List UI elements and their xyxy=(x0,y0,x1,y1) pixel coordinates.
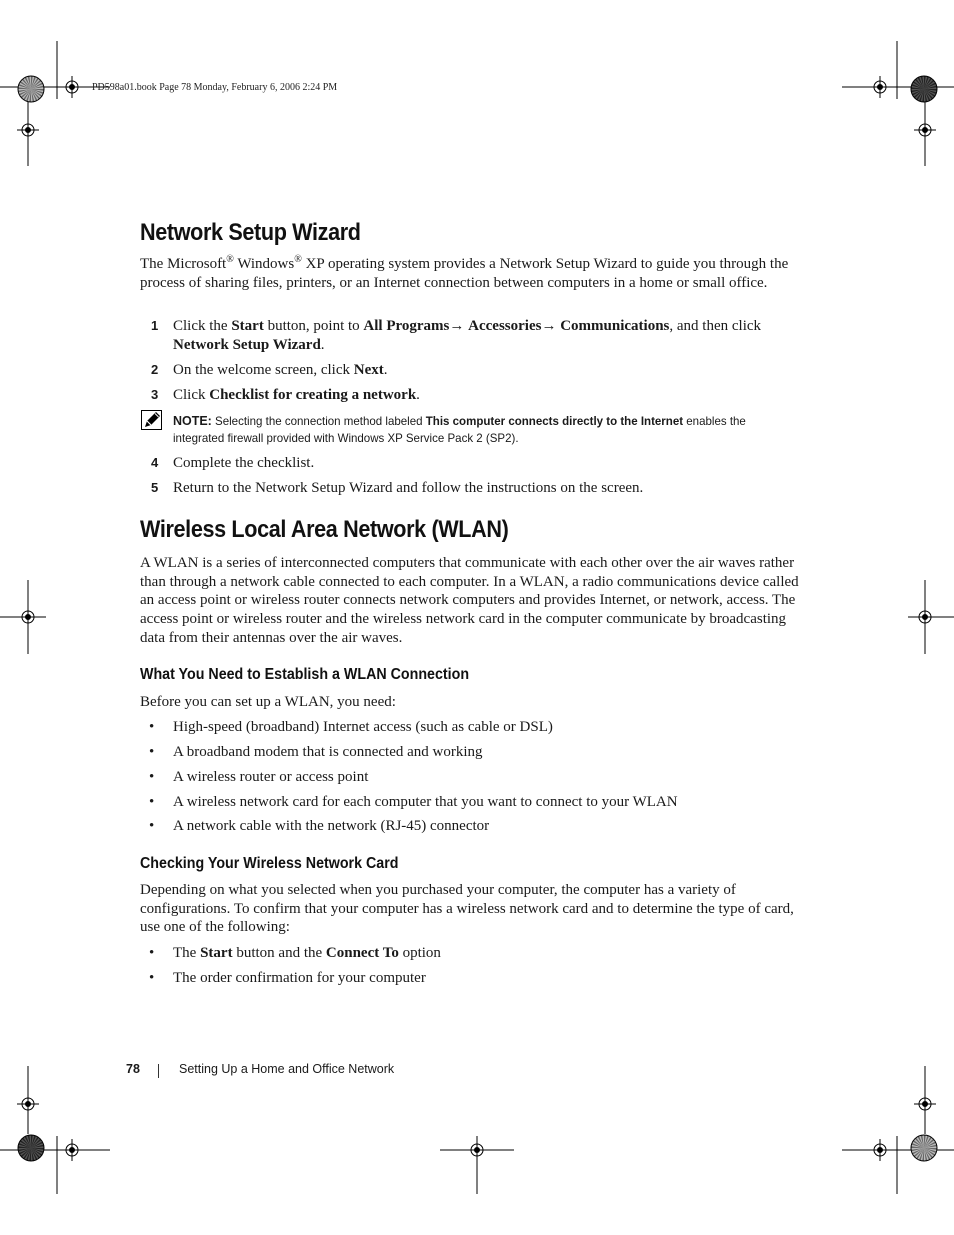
registration-target-icon xyxy=(466,1139,488,1161)
note-firewall: NOTE: Selecting the connection method labeled This computer connects directly to the Internet enables the integrated firewall provided with Windows XP Service Pack 2 (SP2). xyxy=(173,413,746,445)
registration-target-icon xyxy=(914,1093,936,1115)
footer-divider xyxy=(158,1064,159,1078)
page-number: 78 xyxy=(126,1062,140,1076)
registration-target-icon xyxy=(869,1139,891,1161)
star-target-icon xyxy=(911,1135,937,1161)
registration-target-icon xyxy=(914,119,936,141)
registration-target-icon xyxy=(61,1139,83,1161)
section-title-network-setup-wizard: Network Setup Wizard xyxy=(140,219,361,246)
note-pencil-icon xyxy=(141,410,163,432)
registration-target-icon xyxy=(914,606,936,628)
star-target-icon xyxy=(911,76,937,102)
page-slug: PD598a01.book Page 78 Monday, February 6, 2006 2:24 PM xyxy=(92,82,338,93)
network-setup-intro: The Microsoft® Windows® XP operating system provides a Network Setup Wizard to guide you through the process of sharing files, printers, or an Internet connection between computers in a home or small office. xyxy=(140,254,789,291)
registration-target-icon xyxy=(61,76,83,98)
subsection-title-checking-card: Checking Your Wireless Network Card xyxy=(140,855,399,872)
running-footer-title: Setting Up a Home and Office Network xyxy=(179,1062,395,1076)
registration-target-icon xyxy=(869,76,891,98)
registration-target-icon xyxy=(17,606,39,628)
star-target-icon xyxy=(18,1135,44,1161)
star-target-icon xyxy=(18,76,44,102)
registration-target-icon xyxy=(17,1093,39,1115)
wlan-intro: A WLAN is a series of interconnected computers that communicate with each other over the air waves rather than through a network cable connected to each computer. In a WLAN, a radio communications device called an access point or wireless router connects network computers and provides Internet, or network, access. The access point or wireless router and the wireless network card in the computer communicate by broadcasting data from their antennas over the air waves. xyxy=(140,555,799,646)
wlan-needs-intro: Before you can set up a WLAN, you need: xyxy=(140,694,396,710)
subsection-title-wlan-connection: What You Need to Establish a WLAN Connection xyxy=(140,666,470,683)
section-title-wlan: Wireless Local Area Network (WLAN) xyxy=(140,516,509,543)
registration-target-icon xyxy=(17,119,39,141)
checking-card-intro: Depending on what you selected when you purchased your computer, the computer has a variety of configurations. To confirm that your computer has a wireless network card and to determine the type of card, use one of the following: xyxy=(140,882,794,936)
